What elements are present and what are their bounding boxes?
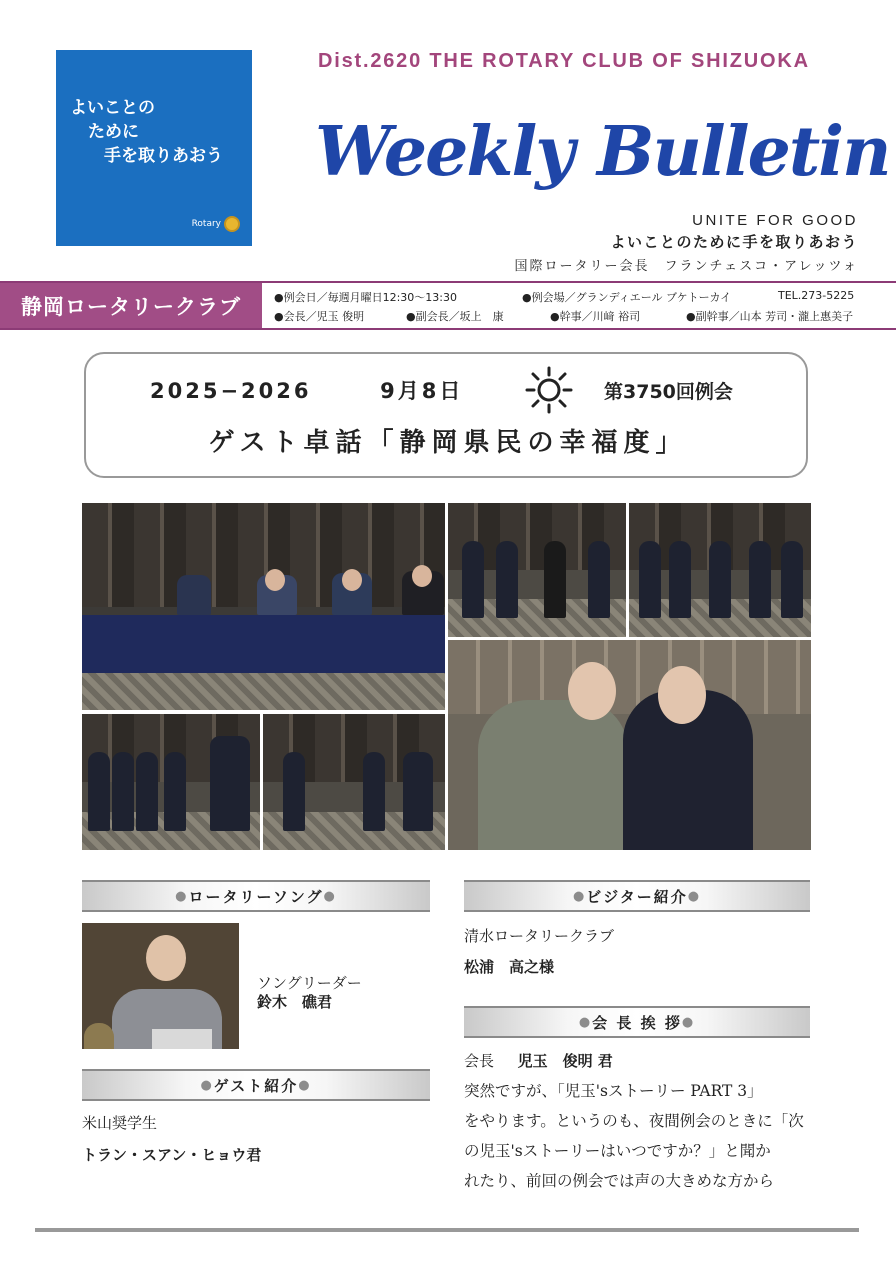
guest-talk-title: ゲスト卓話「静岡県民の幸福度」 (208, 428, 688, 458)
logo-tagline: よいことの ために 手を取りあおう (70, 98, 223, 166)
greeting-text: 突然ですが、「児玉'sストーリー PART 3」 をやります。というのも、夜間例会のときに「次 の児玉'sストーリーはいつですか？」と聞か れたり、前回の例会では声の大きめな方から (464, 1082, 804, 1190)
photo-two-members (448, 640, 811, 850)
bulletin-title: Weekly Bulletin (315, 112, 890, 192)
section-heading-visitor: ● ビジター紹介 ● (464, 880, 810, 912)
meeting-number: 第3750回例会 (604, 381, 733, 403)
photo-speaker-table (263, 714, 445, 850)
guest-affiliation: 米山奨学生 (82, 1114, 158, 1132)
district-title: Dist.2620 THE ROTARY CLUB OF SHIZUOKA (318, 50, 810, 72)
song-leader-name: 鈴木 礁君 (257, 993, 333, 1011)
photo-reception (448, 503, 626, 637)
photo-song-leader (82, 923, 239, 1049)
theme-japanese: よいことのために手を取りあおう (610, 233, 858, 251)
meeting-day: ●例会日／毎週月曜日12:30～13:30 (274, 291, 457, 304)
section-heading-greeting: ● 会 長 挨 拶 ● (464, 1006, 810, 1038)
photo-head-table (82, 503, 445, 710)
greeting-speaker: 会長 児玉 俊明 君 (464, 1052, 613, 1070)
visitor-name: 松浦 高之様 (464, 958, 555, 976)
sun-icon (525, 366, 573, 414)
song-leader-role: ソングリーダー (257, 974, 362, 992)
photo-members-line (82, 714, 260, 850)
theme-english: UNITE FOR GOOD (692, 212, 858, 229)
guest-name: トラン・スアン・ヒョウ君 (82, 1146, 262, 1164)
section-heading-guest: ● ゲスト紹介 ● (82, 1069, 430, 1101)
rotary-theme-logo (56, 50, 252, 246)
meeting-box (84, 352, 808, 478)
section-heading-song: ● ロータリーソング ● (82, 880, 430, 912)
club-secretary: ●幹事／川﨑 裕司 (550, 310, 641, 323)
visitor-club: 清水ロータリークラブ (464, 927, 615, 945)
footer-rule (35, 1228, 859, 1232)
rotary-wheel-icon (224, 216, 240, 232)
meeting-venue: ●例会場／グランディエール ブケトーカイ (522, 291, 732, 304)
photo-lobby-greeting (629, 503, 811, 637)
club-vice-president: ●副会長／坂上 康 (406, 310, 504, 323)
meeting-date-line: 2025−2026 9月8日 (150, 379, 464, 403)
ri-president: 国際ロータリー会長 フランチェスコ・アレッツォ (514, 259, 858, 274)
club-vice-secretary: ●副幹事／山本 芳司・瀧上惠美子 (686, 310, 854, 323)
club-name: 静岡ロータリークラブ (0, 283, 262, 328)
club-president: ●会長／児玉 俊明 (274, 310, 365, 323)
rotary-brand: Rotary (192, 216, 240, 232)
club-phone: TEL.273-5225 (778, 289, 855, 302)
